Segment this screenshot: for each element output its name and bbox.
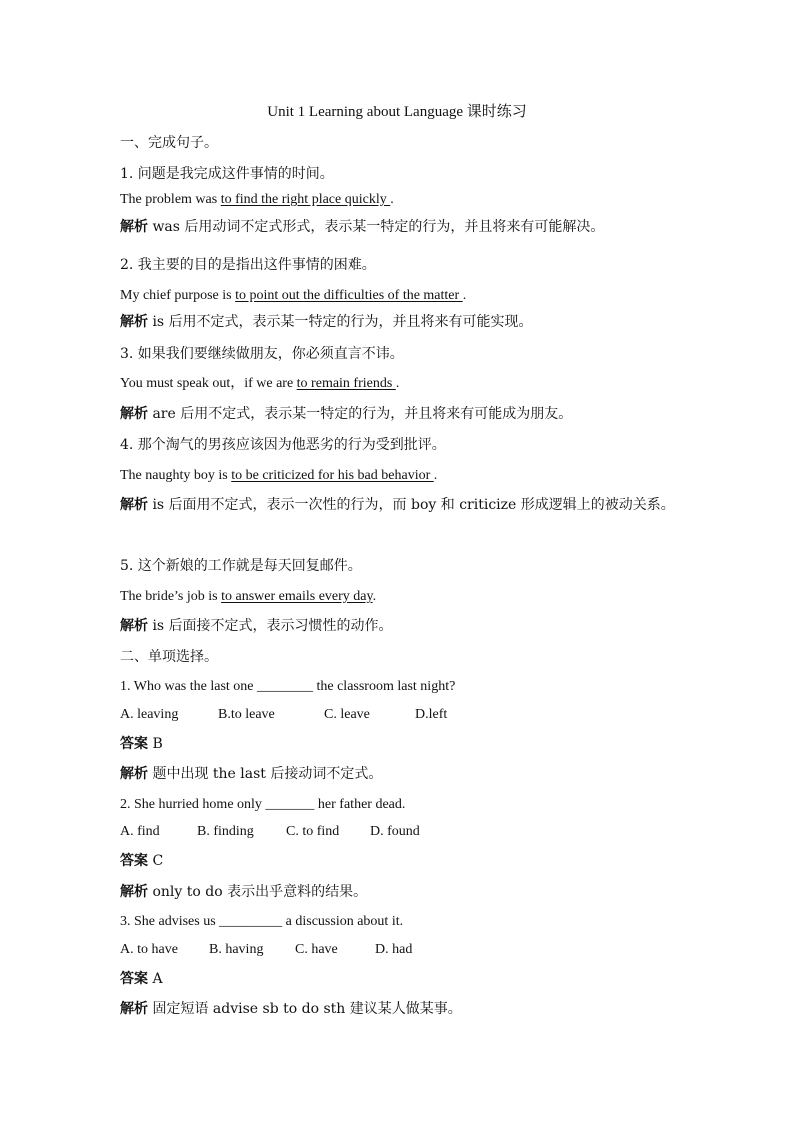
mc-1-answer: 答案 B <box>120 736 163 752</box>
section-heading-2: 二、单项选择。 <box>120 649 218 665</box>
mc-3-option-b: B. having <box>209 942 264 957</box>
mc-2-option-c: C. to find <box>286 824 340 839</box>
item-3-english: You must speak out，if we are to remain friends . <box>120 376 400 391</box>
mc-1-options <box>120 705 680 725</box>
item-5-english: The bride’s job is to answer emails every day. <box>120 589 377 604</box>
item-5-analysis: 解析 is 后面接不定式，表示习惯性的动作。 <box>120 618 393 634</box>
item-1-answer: to find the right place quickly <box>220 192 391 207</box>
item-5-chinese: 5. 这个新娘的工作就是每天回复邮件。 <box>120 558 362 574</box>
mc-3-option-a: A. to have <box>120 942 178 957</box>
item-5-answer: to answer emails every day <box>221 589 373 604</box>
mc-1-analysis: 解析 题中出现 the last 后接动词不定式。 <box>120 766 383 782</box>
item-2-chinese: 2. 我主要的目的是指出这件事情的困难。 <box>120 257 376 273</box>
document-title: Unit 1 Learning about Language 课时练习 <box>267 104 527 120</box>
mc-3-option-c: C. have <box>295 942 338 957</box>
item-1-analysis: 解析 was 后用动词不定式形式，表示某一特定的行为，并且将来有可能解决。 <box>120 219 605 235</box>
mc-3-analysis: 解析 固定短语 advise sb to do sth 建议某人做某事。 <box>120 1001 462 1017</box>
mc-2-answer: 答案 C <box>120 853 164 869</box>
mc-2-option-d: D. found <box>370 824 420 839</box>
mc-3-option-d: D. had <box>375 942 413 957</box>
item-3-answer: to remain friends <box>296 376 396 391</box>
item-4-english: The naughty boy is to be criticized for his bad behavior . <box>120 468 438 483</box>
item-4-answer: to be criticized for his bad behavior <box>231 468 434 483</box>
mc-1-option-d: D.left <box>415 707 448 722</box>
item-3-analysis: 解析 are 后用不定式，表示某一特定的行为，并且将来有可能成为朋友。 <box>120 406 573 422</box>
mc-1-option-b: B.to leave <box>218 707 275 722</box>
item-2-analysis: 解析 is 后用不定式，表示某一特定的行为，并且将来有可能实现。 <box>120 314 533 330</box>
item-2-answer: to point out the difficulties of the matter <box>235 288 463 303</box>
mc-2-options <box>120 822 680 842</box>
mc-1-question: 1. Who was the last one ________ the classroom last night? <box>120 679 456 694</box>
mc-1-option-a: A. leaving <box>120 707 179 722</box>
mc-2-option-a: A. find <box>120 824 160 839</box>
item-4-chinese: 4. 那个淘气的男孩应该因为他恶劣的行为受到批评。 <box>120 437 446 453</box>
item-1-english: The problem was to find the right place quickly . <box>120 192 394 207</box>
item-1-chinese: 1. 问题是我完成这件事情的时间。 <box>120 166 334 182</box>
mc-2-analysis: 解析 only to do 表示出乎意料的结果。 <box>120 884 368 900</box>
item-2-english: My chief purpose is to point out the difficulties of the matter . <box>120 288 467 303</box>
item-4-analysis: 解析 is 后面用不定式，表示一次性的行为，而 boy 和 criticize 形成逻辑上的被动关系。 <box>120 497 675 513</box>
mc-3-answer: 答案 A <box>120 971 163 987</box>
mc-2-question: 2. She hurried home only _______ her father dead. <box>120 797 406 812</box>
item-3-chinese: 3. 如果我们要继续做朋友，你必须直言不讳。 <box>120 346 404 362</box>
mc-2-option-b: B. finding <box>197 824 254 839</box>
section-heading-1: 一、完成句子。 <box>120 135 218 151</box>
mc-3-options <box>120 940 680 960</box>
mc-3-question: 3. She advises us _________ a discussion about it. <box>120 914 404 929</box>
mc-1-option-c: C. leave <box>324 707 370 722</box>
